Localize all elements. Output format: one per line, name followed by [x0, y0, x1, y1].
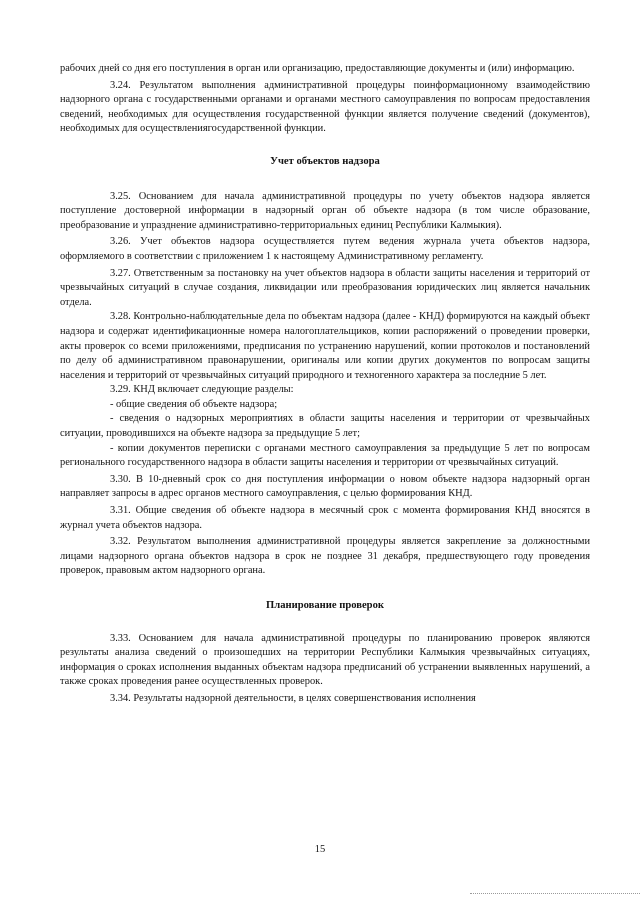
paragraph-3-24: 3.24. Результатом выполнения административной процедуры поинформационному взаимодействию надзорного органа с государственными органами и органами местного самоуправления по вопросам предоставления сведений, необходимых для осуществления государственной функции является получение сведений (документов), необходимых для осуществлениягосударственной функции.	[60, 79, 590, 135]
paragraph-3-25: 3.25. Основанием для начала административной процедуры по учету объектов надзора является поступление достоверной информации в надзорный орган об объекте надзора (в том числе образование, преобразование и упразднение административно-территориальных единиц Республики Калмыкия).	[60, 190, 590, 231]
paragraph-3-30: 3.30. В 10-дневный срок со дня поступления информации о новом объекте надзора надзорный орган направляет запросы в адрес органов местного самоуправления, с целью формирования КНД.	[60, 473, 590, 500]
paragraph-3-32: 3.32. Результатом выполнения административной процедуры является закрепление за должностными лицами надзорного органа объектов надзора в срок не позднее 31 декабря, предшествующего году проведения проверок, правовым актом надзорного органа.	[60, 536, 590, 577]
paragraph-3-29: 3.29. КНД включает следующие разделы:	[110, 384, 294, 396]
section-heading-planning: Планирование проверок	[266, 600, 384, 611]
paragraph-3-33: 3.33. Основанием для начала административной процедуры по планированию проверок являются результаты анализа сведений о произошедших на территории Республики Калмыкия чрезвычайных ситуациях, информация о сроках исполнения выданных объектам надзора предписаний об устранении выявленных нарушений, а также сроках проведения ранее осуществленных проверок.	[60, 632, 590, 688]
page-number: 15	[314, 844, 326, 855]
paragraph-3-31: 3.31. Общие сведения об объекте надзора в месячный срок с момента формирования КНД вносятся в журнал учета объектов надзора.	[60, 505, 590, 531]
document-body	[60, 62, 590, 707]
paragraph-3-27: 3.27. Ответственным за постановку на учет объектов надзора в области защиты населения и территорий от чрезвычайных ситуаций в случае создания, ликвидации или преобразования юридических лиц является начальник отдела.	[60, 267, 590, 308]
section-heading-objects: Учет объектов надзора	[270, 155, 380, 167]
paragraph-3-34: 3.34. Результаты надзорной деятельности, в целях совершенствования исполнения	[110, 692, 476, 704]
list-item: - общие сведения об объекте надзора;	[110, 398, 278, 410]
paragraph-3-28: 3.28. Контрольно-наблюдательные дела по объектам надзора (далее - КНД) формируются на каждый объект надзора и содержат идентификационные номера налогоплательщиков, копии распоряжений о проведении проверки, акты проверок со всеми приложениями, предписания по устранению нарушений, копии протоколов и постановлений по делу об административном правонарушении, оригиналы или копии других документов по вопросам защиты населения и территорий от чрезвычайных ситуаций природного и техногенного характера за последние 5 лет.	[60, 311, 590, 381]
paragraph-continuation: рабочих дней со дня его поступления в орган или организацию, предоставляющие документы и (или) информацию.	[60, 63, 575, 74]
list-item: - сведения о надзорных мероприятиях в области защиты населения и территории от чрезвычайных ситуации, проводившихся на объекте надзора за предыдущие 5 лет;	[60, 413, 590, 440]
list-item: - копии документов переписки с органами местного самоуправления за предыдущие 5 лет по вопросам регионального государственного надзора в области защиты населения и территории от чрезвычайных ситуаций.	[60, 442, 590, 469]
paragraph-3-26: 3.26. Учет объектов надзора осуществляется путем ведения журнала учета объектов надзора, оформляемого в соответствии с приложением 1 к настоящему Административному регламенту.	[60, 236, 590, 262]
footer-dotted-rule	[470, 893, 640, 894]
